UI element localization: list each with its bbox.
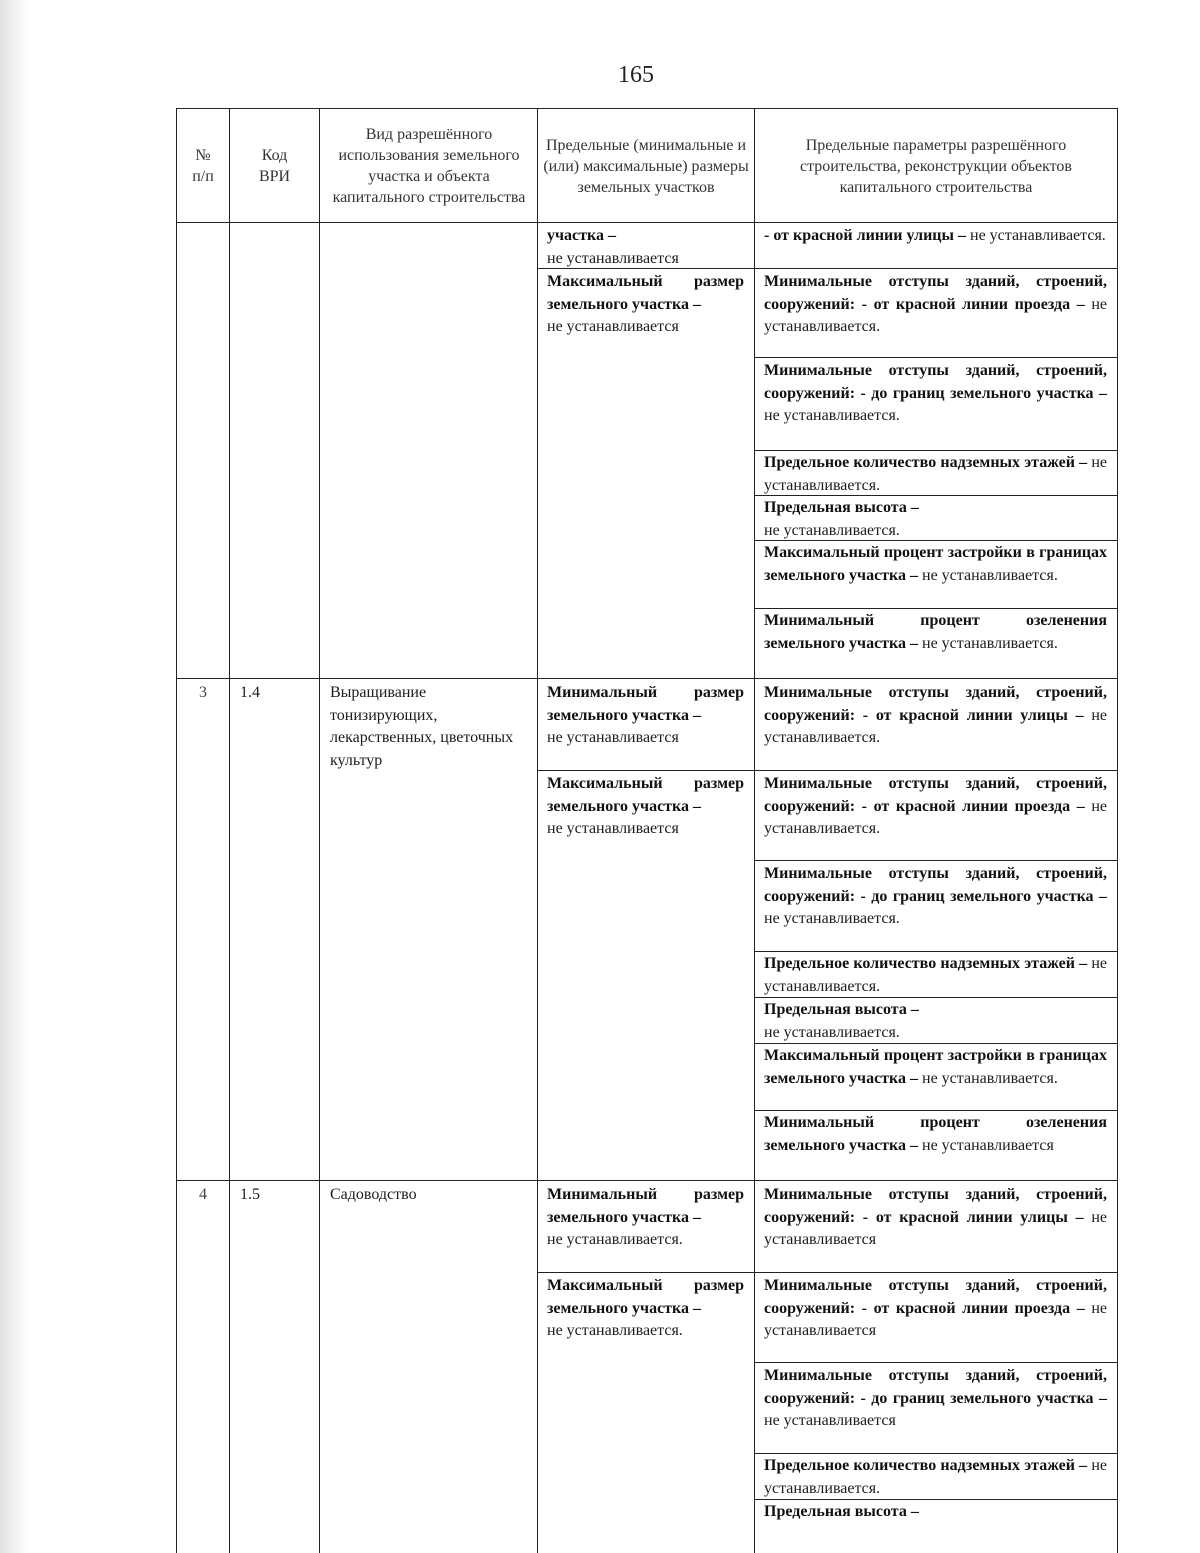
header-code: Код ВРИ [258,147,291,185]
params-divider [754,268,1118,269]
row3-sizes-min: Минимальный размер земельного участка – не устанавливается [547,684,744,746]
param-cont-4: Предельное количество надземных этажей – не устанавливается. [764,454,1107,494]
param-cont-2: Минимальные отступы зданий, строений, сооружений: - от красной линии проезда – не устанавливается. [764,273,1107,335]
row3-param-4: Предельное количество надземных этажей – не устанавливается. [764,955,1107,995]
row3-param-1: Минимальные отступы зданий, строений, сооружений: - от красной линии улицы – не устанавливается. [764,684,1108,746]
row4-param-2: Минимальные отступы зданий, строений, сооружений: - от красной линии проезда – не устанавливается [764,1277,1107,1339]
table-border-right [1117,108,1118,1553]
scan-edge-shadow [0,0,30,1553]
row4-sizes-max: Максимальный размер земельного участка – не устанавливается. [547,1277,744,1339]
column-divider-1 [229,108,230,1553]
row3-param-5: Предельная высота – не устанавливается. [764,1001,919,1041]
row4-sizes-min: Минимальный размер земельного участка – не устанавливается. [547,1186,744,1248]
params-divider [754,770,1118,771]
params-divider [754,357,1118,358]
row3-sizes-max: Максимальный размер земельного участка – не устанавливается [547,775,744,837]
row3-param-2: Минимальные отступы зданий, строений, сооружений: - от красной линии проезда – не устанавливается. [764,775,1107,837]
header-params: Предельные параметры разрешённого строительства, реконструкции объектов капитального строительства [800,136,1072,196]
column-divider-4 [754,108,755,1553]
row3-kind: Выращивание тонизирующих, лекарственных, цветочных культур [330,684,514,769]
params-divider [754,1453,1118,1454]
row3-param-3: Минимальные отступы зданий, строений, сооружений: - до границ земельного участка – не устанавливается. [764,865,1107,927]
row4-param-4: Предельное количество надземных этажей – не устанавливается. [764,1457,1107,1497]
params-divider [754,1272,1118,1273]
param-cont-5: Предельная высота – не устанавливается. [764,499,919,539]
header-sizes: Предельные (минимальные и (или) максимальные) размеры земельных участков [543,136,749,196]
params-divider [754,450,1118,451]
params-divider [754,1110,1118,1111]
row4-param-1: Минимальные отступы зданий, строений, сооружений: - от красной линии улицы – не устанавливается [764,1186,1108,1248]
page-number: 165 [618,62,654,88]
params-divider [754,608,1118,609]
row3-param-6: Максимальный процент застройки в границах земельного участка – не устанавливается. [764,1047,1107,1087]
sizes-cont-top: участка – не устанавливается [547,227,679,267]
row4-code: 1.5 [240,1186,260,1203]
row3-code: 1.4 [240,684,260,701]
row-divider-3 [176,678,1118,679]
table-border-top [176,108,1118,109]
sizes-divider-row3 [537,770,755,771]
params-divider [754,951,1118,952]
sizes-cont-max: Максимальный размер земельного участка – не устанавливается [547,273,744,335]
param-cont-3: Минимальные отступы зданий, строений, сооружений: - до границ земельного участка – не устанавливается. [764,362,1107,424]
param-cont-6: Максимальный процент застройки в границах земельного участка – не устанавливается. [764,544,1107,584]
column-divider-3 [537,108,538,1553]
param-cont-1: - от красной линии улицы – не устанавливается. [764,227,1106,244]
params-divider [754,860,1118,861]
row-divider-4 [176,1180,1118,1181]
zoning-table [176,108,1118,1553]
param-cont-7: Минимальный процент озеленения земельного участка – не устанавливается. [764,612,1107,652]
row3-param-7: Минимальный процент озеленения земельного участка – не устанавливается [764,1114,1107,1154]
params-divider [754,1362,1118,1363]
row4-param-5: Предельная высота – [764,1503,919,1520]
sizes-divider-row4 [537,1272,755,1273]
row4-kind: Садоводство [330,1186,417,1203]
table-border-left [176,108,177,1553]
row4-param-3: Минимальные отступы зданий, строений, сооружений: - до границ земельного участка – не устанавливается [764,1367,1107,1429]
row3-number: 3 [199,684,207,701]
header-number: № п/п [192,147,214,185]
column-divider-2 [319,108,320,1553]
header-kind: Вид разрешённого использования земельного участка и объекта капитального строительства [332,126,526,206]
row4-number: 4 [199,1186,207,1203]
header-divider [176,222,1118,223]
